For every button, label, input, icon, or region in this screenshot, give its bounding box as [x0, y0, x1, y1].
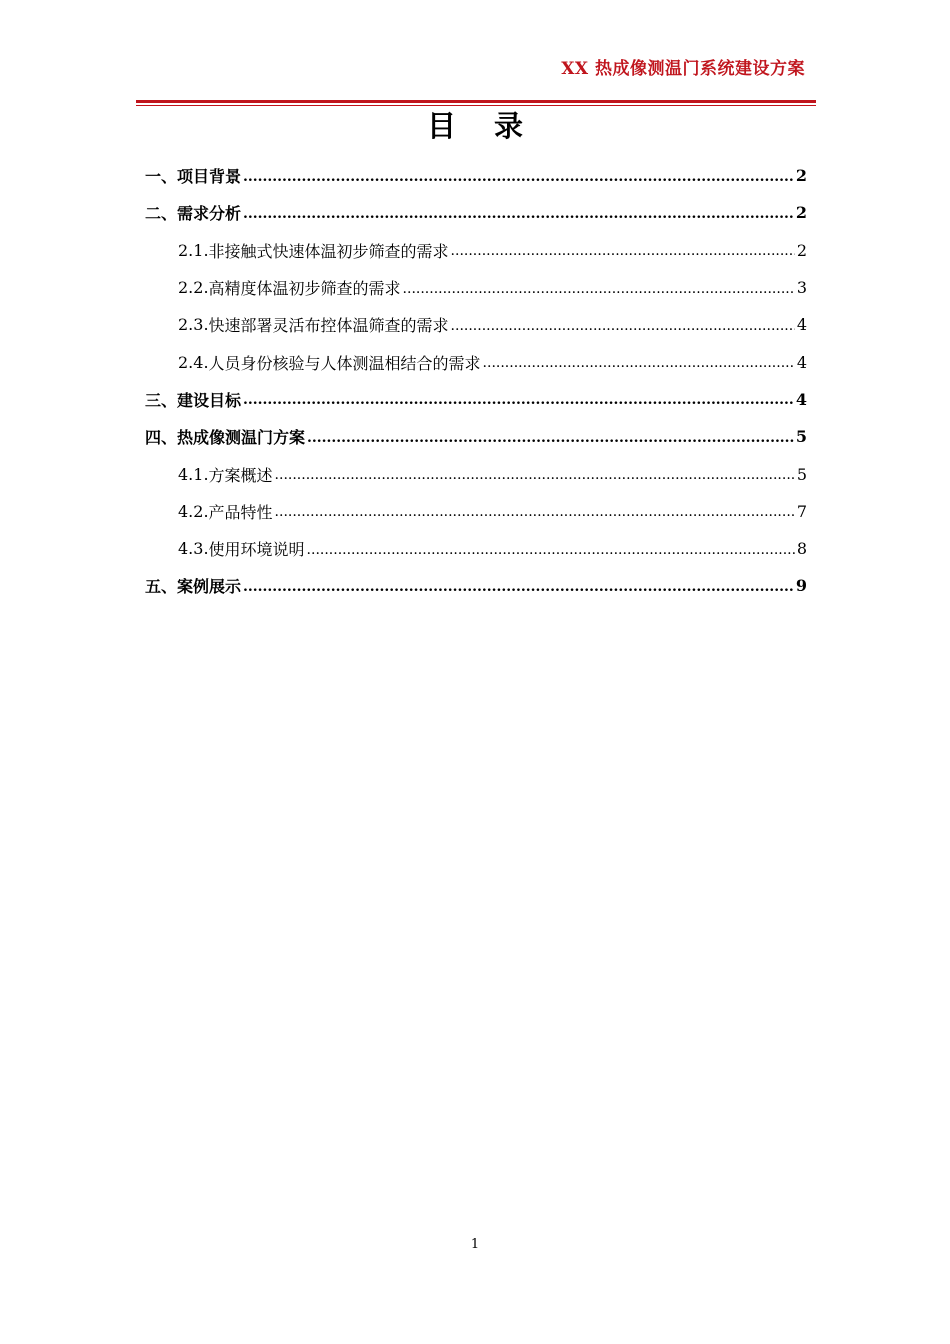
toc-entry-label: 方案概述 [208, 465, 273, 485]
toc-entry-page: 5 [796, 464, 807, 484]
toc-entry-number: 4.3. [178, 539, 209, 559]
toc-entry[interactable] [145, 493, 807, 530]
toc-dot-leader [275, 504, 795, 520]
toc-entry[interactable] [145, 343, 807, 380]
toc-entry[interactable] [145, 530, 807, 567]
toc-entry-number: 三、 [145, 390, 178, 410]
toc-entry-number: 2.1. [178, 240, 209, 260]
toc-dot-leader [403, 281, 795, 297]
toc-dot-leader [243, 169, 794, 185]
toc-entry-number: 五、 [145, 577, 178, 597]
toc-entry-number: 2.4. [178, 352, 209, 372]
toc-entry-page: 2 [795, 203, 807, 223]
toc-heading: 目 录 [426, 109, 538, 143]
toc-entry-label: 人员身份核验与人体测温相结合的需求 [208, 353, 481, 373]
toc-entry-label: 热成像测温门方案 [177, 428, 306, 448]
toc-entry-number: 四、 [145, 428, 178, 448]
toc-entry[interactable] [145, 306, 807, 343]
toc-entry-number: 4.2. [178, 501, 209, 521]
toc-dot-leader [243, 392, 794, 408]
toc-entry-label: 需求分析 [177, 204, 242, 224]
toc-entry-label: 非接触式快速体温初步筛查的需求 [208, 241, 449, 261]
toc-entry-number: 二、 [145, 204, 178, 224]
toc-entry-page: 3 [796, 278, 807, 298]
toc-entry[interactable] [145, 381, 807, 418]
toc-entry-page: 4 [796, 352, 807, 372]
toc-entry-number: 2.2. [178, 278, 209, 298]
toc-entry[interactable] [145, 269, 807, 306]
toc-entry-label: 产品特性 [208, 502, 273, 522]
toc-entry-page: 8 [796, 539, 807, 559]
toc-entry-page: 4 [795, 389, 807, 409]
toc-entry-label: 项目背景 [177, 167, 242, 187]
toc-entry-page: 2 [796, 240, 807, 260]
toc-dot-leader [243, 206, 794, 222]
toc-entry-number: 一、 [145, 167, 178, 187]
toc-entry-label: 建设目标 [177, 390, 242, 410]
toc-entry-number: 4.1. [178, 464, 209, 484]
toc-dot-leader [451, 243, 795, 259]
toc-entry[interactable] [145, 455, 807, 492]
toc-entry-page: 9 [795, 576, 807, 596]
toc-entry-label: 使用环境说明 [208, 540, 305, 560]
toc-entry-page: 7 [796, 501, 807, 521]
toc-entry-number: 2.3. [178, 315, 209, 335]
toc-entry-page: 2 [795, 166, 807, 186]
toc-entry[interactable] [145, 194, 807, 231]
page-number: 1 [470, 1237, 480, 1252]
toc-entry[interactable] [145, 232, 807, 269]
toc-dot-leader [275, 467, 795, 483]
table-of-contents [145, 157, 807, 605]
header-rule-thick [136, 100, 816, 103]
toc-dot-leader [243, 579, 794, 595]
toc-dot-leader [483, 355, 795, 371]
toc-dot-leader [307, 430, 794, 446]
toc-entry-label: 快速部署灵活布控体温筛查的需求 [208, 316, 449, 336]
toc-entry[interactable] [145, 418, 807, 455]
toc-entry[interactable] [145, 567, 807, 604]
toc-entry-page: 4 [796, 315, 807, 335]
toc-dot-leader [451, 318, 795, 334]
toc-entry[interactable] [145, 157, 807, 194]
toc-entry-page: 5 [795, 427, 807, 447]
document-header-title: XX 热成像测温门系统建设方案 [561, 59, 805, 79]
toc-entry-label: 案例展示 [177, 577, 242, 597]
toc-entry-label: 高精度体温初步筛查的需求 [208, 279, 401, 299]
toc-dot-leader [307, 542, 795, 558]
